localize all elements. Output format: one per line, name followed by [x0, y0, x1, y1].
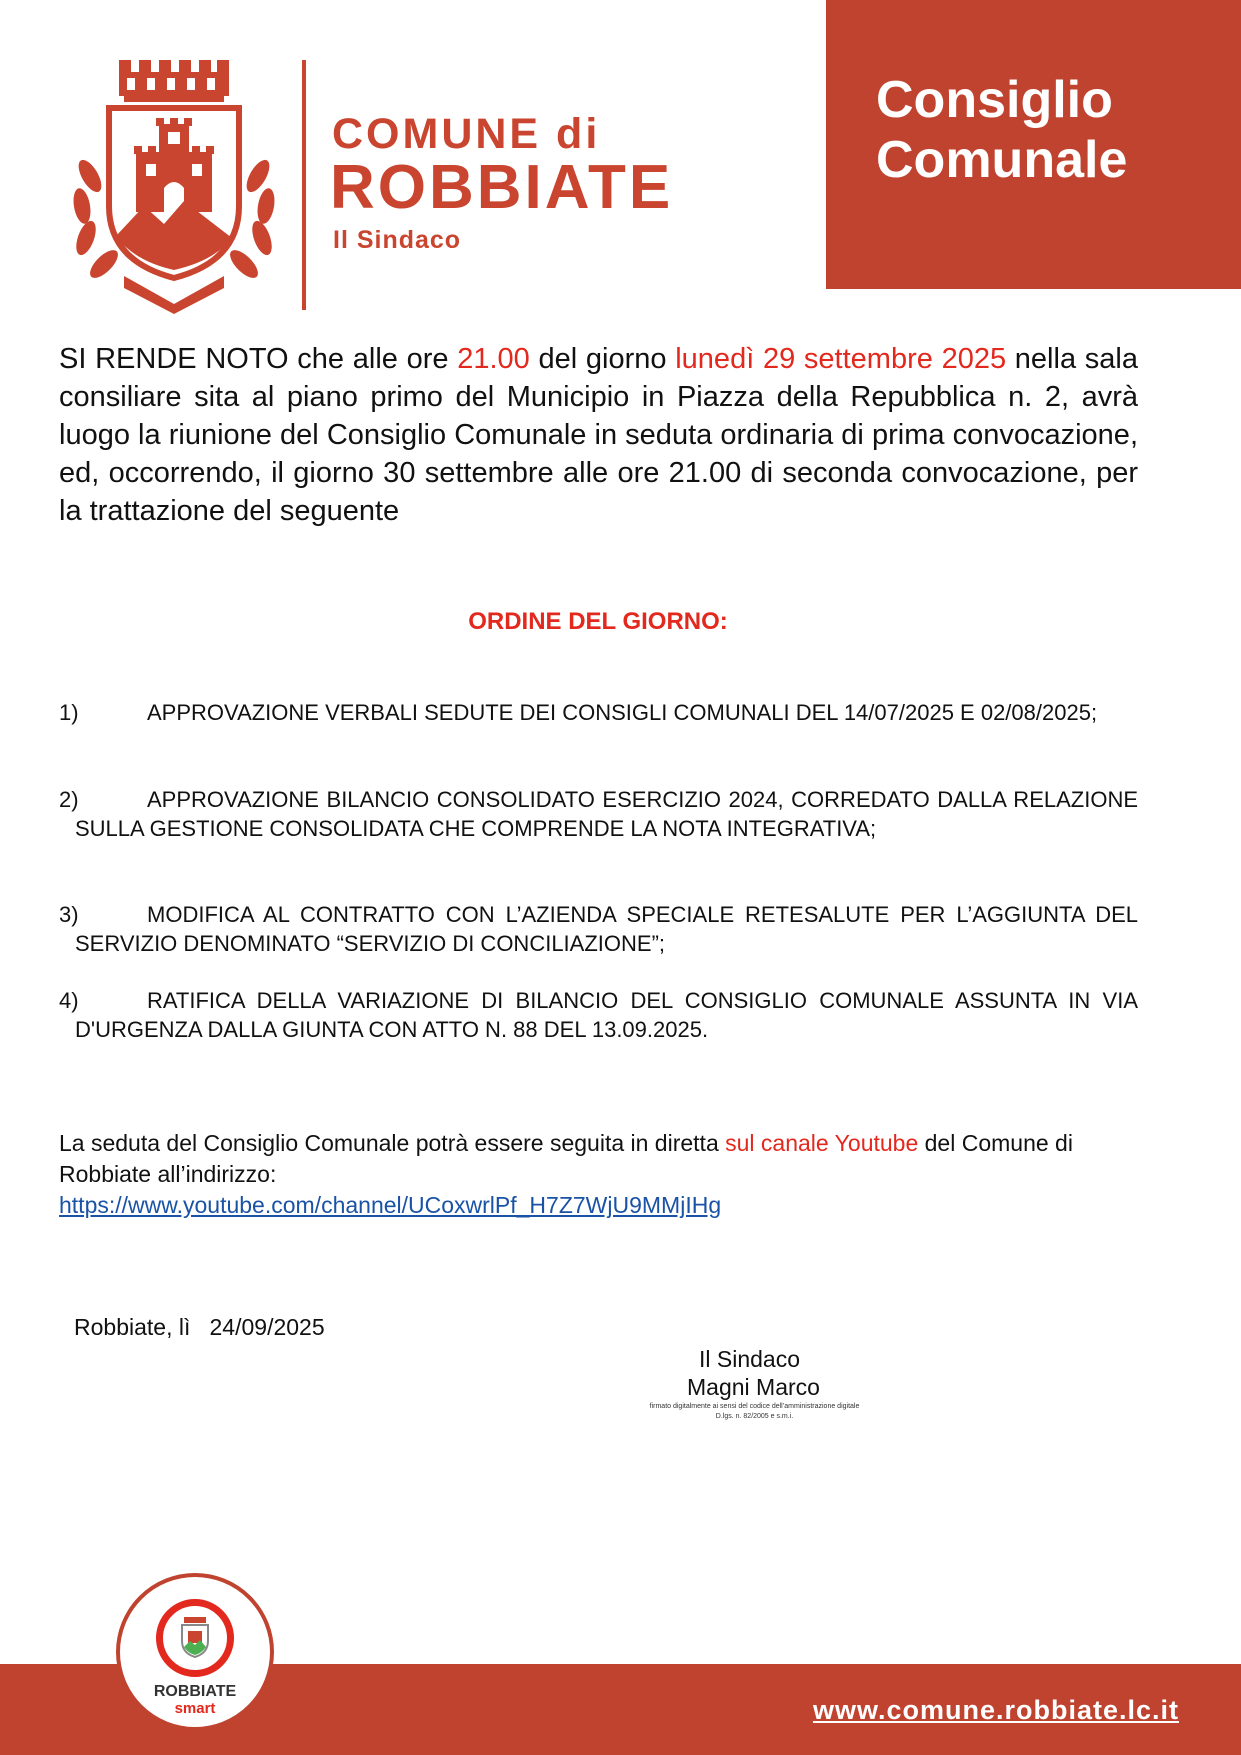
- robbiate-smart-logo: [116, 1573, 274, 1731]
- agenda-item-number: 1): [59, 700, 79, 725]
- agenda-item: [59, 986, 1138, 1044]
- agenda-item-text: MODIFICA AL CONTRATTO CON L’AZIENDA SPECIALE RETESALUTE PER L’AGGIUNTA DEL SERVIZIO DENOMINATO “SERVIZIO DI CONCILIAZIONE”;: [75, 902, 1138, 956]
- mini-crest-icon: [176, 1615, 214, 1659]
- place-date: Robbiate, lì 24/09/2025: [74, 1314, 325, 1340]
- mayor-name: Magni Marco: [687, 1374, 820, 1400]
- youtube-channel-link[interactable]: https://www.youtube.com/channel/UCoxwrlPf_H7Z7WjU9MMjIHg: [59, 1192, 722, 1218]
- title-line-1: Consiglio: [876, 71, 1113, 129]
- agenda-item-number: 3): [59, 902, 79, 927]
- title-line-2: Comunale: [876, 131, 1128, 189]
- logo-text-robbiate: ROBBIATE: [153, 1683, 237, 1700]
- brand-sindaco: Il Sindaco: [333, 226, 462, 254]
- digital-signature-note: firmato digitalmente ai sensi del codice dell’amministrazione digitale D.lgs. n. 82/2005 e s.m.i.: [649, 1403, 860, 1420]
- intro-part-3: nella sala consiliare sita al piano primo del Municipio in Piazza della Repubblica n. 2, avrà luogo la riunione del Consiglio Comunale in seduta ordinaria di prima convocazione, ed, occorrendo, il giorno 30 settembre alle ore 21.00 di seconda convocazione, per la trattazione del seguente: [59, 343, 1138, 527]
- agenda-item-text: APPROVAZIONE BILANCIO CONSOLIDATO ESERCIZIO 2024, CORREDATO DALLA RELAZIONE SULLA GESTIONE CONSOLIDATA CHE COMPRENDE LA NOTA INTEGRATIVA;: [75, 787, 1138, 841]
- brand-comune: COMUNE di: [332, 110, 601, 158]
- brand-robbiate: ROBBIATE: [330, 153, 674, 222]
- intro-part-1: SI RENDE NOTO che alle ore: [59, 343, 458, 375]
- agenda-item: [59, 785, 1138, 843]
- intro-part-2: del giorno: [529, 343, 676, 375]
- logo-text-smart: smart: [174, 1700, 216, 1717]
- meeting-time: 21.00: [457, 343, 530, 375]
- coat-of-arms-icon: [64, 56, 284, 314]
- title-box: [826, 0, 1241, 289]
- youtube-paragraph: [59, 1128, 1138, 1221]
- youtube-text-1: La seduta del Consiglio Comunale potrà essere seguita in diretta: [59, 1130, 726, 1156]
- agenda-item: [59, 900, 1138, 958]
- footer-website-link[interactable]: www.comune.robbiate.lc.it: [812, 1695, 1179, 1725]
- meeting-date: lunedì 29 settembre 2025: [675, 343, 1007, 375]
- youtube-text-2: del Comune di Robbiate all’indirizzo:: [59, 1130, 1073, 1187]
- agenda-item: [59, 698, 1138, 727]
- header-divider: [302, 60, 306, 310]
- agenda-item-number: 2): [59, 787, 79, 812]
- agenda-title: ORDINE DEL GIORNO:: [468, 608, 728, 635]
- mayor-role: Il Sindaco: [699, 1346, 801, 1372]
- agenda-item-number: 4): [59, 988, 79, 1013]
- agenda-item-text: APPROVAZIONE VERBALI SEDUTE DEI CONSIGLI COMUNALI DEL 14/07/2025 E 02/08/2025;: [147, 700, 1098, 725]
- youtube-highlight: sul canale Youtube: [725, 1130, 919, 1156]
- intro-paragraph: [59, 340, 1138, 530]
- agenda-item-text: RATIFICA DELLA VARIAZIONE DI BILANCIO DEL CONSIGLIO COMUNALE ASSUNTA IN VIA D'URGENZA DALLA GIUNTA CON ATTO N. 88 DEL 13.09.2025.: [75, 988, 1138, 1042]
